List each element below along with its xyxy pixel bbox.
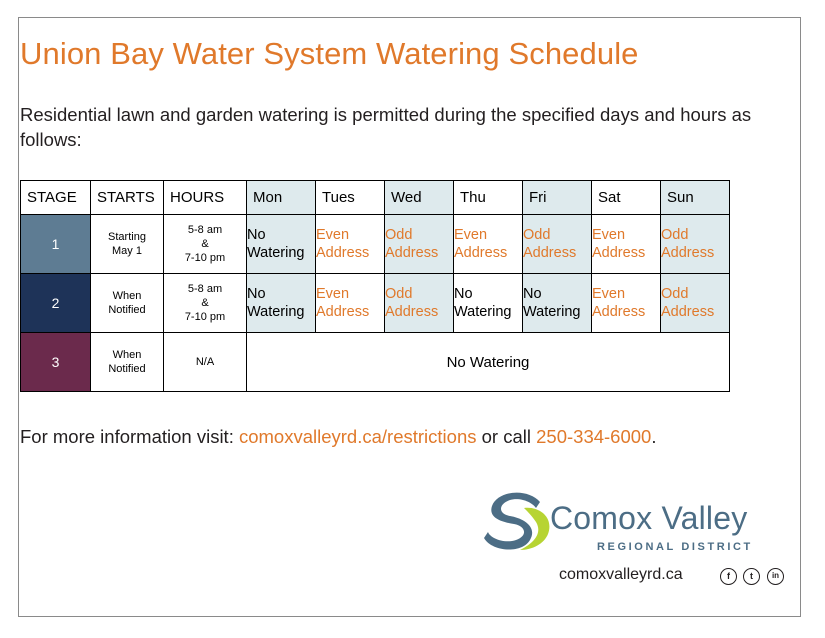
day-cell-thu: No Watering (454, 274, 523, 333)
header-hours: HOURS (164, 181, 247, 215)
starts-cell: Starting May 1 (91, 215, 164, 274)
phone-number[interactable]: 250-334-6000 (536, 426, 652, 447)
header-wed: Wed (385, 181, 454, 215)
stage-badge-2: 2 (21, 274, 91, 333)
day-cell-wed: Odd Address (385, 215, 454, 274)
day-cell-fri: No Watering (523, 274, 592, 333)
day-cell-thu: Even Address (454, 215, 523, 274)
linkedin-icon[interactable]: in (767, 568, 784, 585)
table-row (21, 274, 730, 333)
table-header-row (21, 181, 730, 215)
header-thu: Thu (454, 181, 523, 215)
day-cell-sun: Odd Address (661, 215, 730, 274)
header-sat: Sat (592, 181, 661, 215)
header-starts: STARTS (91, 181, 164, 215)
logo-name: Comox Valley (550, 500, 748, 536)
day-cell-mon: No Watering (247, 274, 316, 333)
starts-cell: When Notified (91, 274, 164, 333)
website-url[interactable]: comoxvalleyrd.ca (559, 566, 683, 583)
intro-text: Residential lawn and garden watering is permitted during the specified days and hours as follows: (20, 104, 752, 150)
stage-badge-1: 1 (21, 215, 91, 274)
restrictions-link[interactable]: comoxvalleyrd.ca/restrictions (238, 426, 477, 447)
header-sun: Sun (661, 181, 730, 215)
table-row (21, 333, 730, 392)
logo-swirl-blue (484, 493, 540, 550)
hours-cell: N/A (164, 333, 247, 392)
day-cell-sat: Even Address (592, 215, 661, 274)
twitter-icon[interactable]: t (743, 568, 760, 585)
starts-cell: When Notified (91, 333, 164, 392)
header-mon: Mon (247, 181, 316, 215)
footer-info: For more information visit: comoxvalleyrd.ca/restrictions or call 250-334-6000. (20, 426, 657, 447)
page-title: Union Bay Water System Watering Schedule (20, 36, 639, 71)
stage-badge-3: 3 (21, 333, 91, 392)
day-cell-fri: Odd Address (523, 215, 592, 274)
day-cell-sat: Even Address (592, 274, 661, 333)
day-cell-tues: Even Address (316, 274, 385, 333)
facebook-icon[interactable]: f (720, 568, 737, 585)
logo-subtitle: REGIONAL DISTRICT (597, 541, 753, 553)
day-cell-wed: Odd Address (385, 274, 454, 333)
hours-cell: 5-8 am & 7-10 pm (164, 215, 247, 274)
day-cell-mon: No Watering (247, 215, 316, 274)
header-tues: Tues (316, 181, 385, 215)
day-cell-sun: Odd Address (661, 274, 730, 333)
watering-schedule-table (20, 180, 730, 392)
table-row (21, 215, 730, 274)
header-stage: STAGE (21, 181, 91, 215)
header-fri: Fri (523, 181, 592, 215)
hours-cell: 5-8 am & 7-10 pm (164, 274, 247, 333)
no-watering-cell: No Watering (247, 333, 730, 392)
day-cell-tues: Even Address (316, 215, 385, 274)
